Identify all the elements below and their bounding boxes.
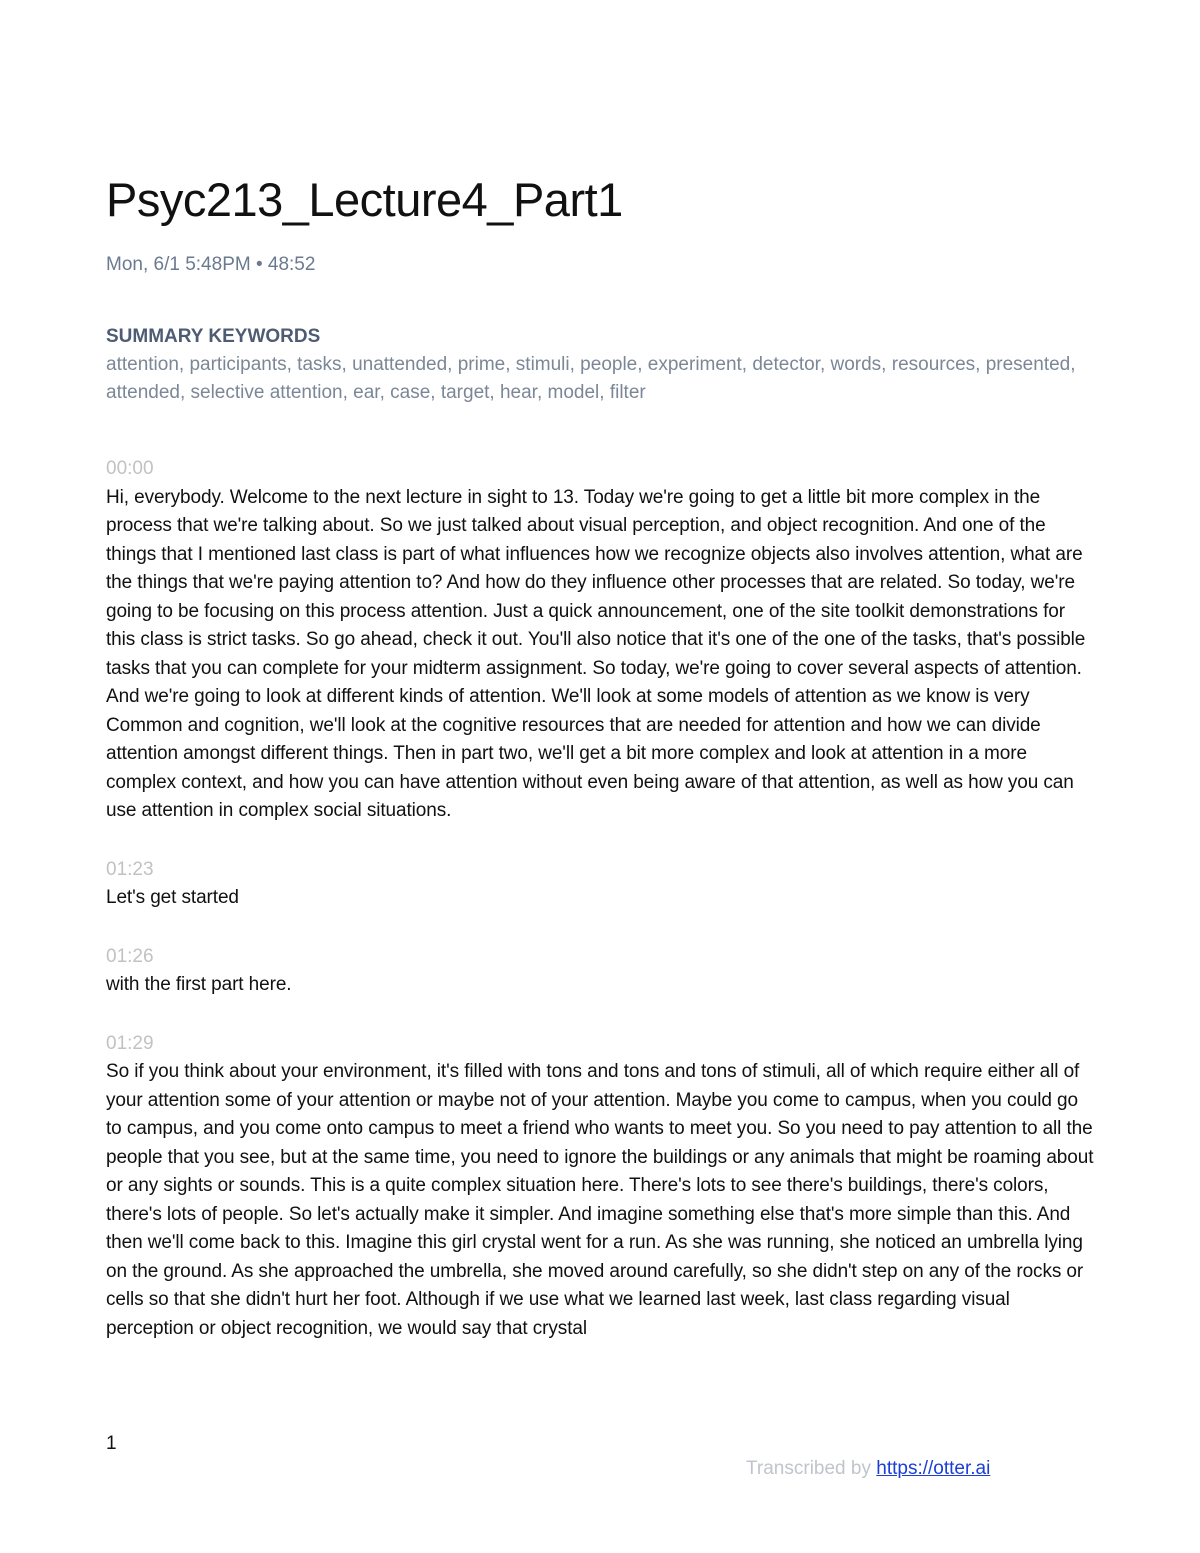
segment-text: So if you think about your environment, it's filled with tons and tons and tons of stimuli, all of which require either all of your attention some of your attention or maybe not of your attention. Maybe you come to campus, when you could go to campus, and you come onto campus to meet a friend who wants to meet you. So you need to pay attention to all the people that you see, but at the same time, you need to ignore the buildings or any animals that might be roaming about or any sights or sounds. This is a quite complex situation here. There's lots to see there's buildings, there's colors, there's lots of people. So let's actually make it simpler. And imagine something else that's more simple than this. And then we'll come back to this. Imagine this girl crystal went for a run. As she was running, she noticed an umbrella lying on the ground. As she approached the umbrella, she moved around carefully, so she didn't step on any of the rocks or cells so that she didn't hurt her foot. Although if we use what we learned last week, last class regarding visual perception or object recognition, we would say that crystal: [106, 1061, 1094, 1339]
document-title: Psyc213_Lecture4_Part1: [106, 173, 623, 226]
segment-timestamp: 01:29: [106, 1032, 154, 1054]
transcript-segment: [106, 1030, 1096, 1344]
summary-heading: SUMMARY KEYWORDS: [106, 326, 321, 347]
transcript: [106, 455, 1096, 1373]
transcription-credit: [746, 1458, 990, 1480]
transcript-segment: [106, 943, 1096, 1000]
segment-timestamp: 00:00: [106, 458, 154, 479]
summary-keywords: attention, participants, tasks, unattended, prime, stimuli, people, experiment, detector, words, resources, presented, attended, selective attention, ear, case, target, hear, model, filter: [106, 354, 1076, 403]
otter-link[interactable]: https://otter.ai: [876, 1458, 991, 1479]
transcript-segment: [106, 455, 1096, 826]
recording-meta: Mon, 6/1 5:48PM • 48:52: [106, 254, 316, 275]
segment-timestamp: 01:23: [106, 858, 154, 880]
page-number: 1: [106, 1433, 117, 1454]
segment-timestamp: 01:26: [106, 945, 154, 967]
segment-text: Let's get started: [106, 887, 239, 908]
summary-section: [106, 323, 1096, 407]
segment-text: Hi, everybody. Welcome to the next lecture in sight to 13. Today we're going to get a little bit more complex in the process that we're talking about. So we just talked about visual perception, and object recognition. And one of the things that I mentioned last class is part of what influences how we recognize objects also involves attention, what are the things that we're paying attention to? And how do they influence other processes that are related. So today, we're going to be focusing on this process attention. Just a quick announcement, one of the site toolkit demonstrations for this class is strict tasks. So go ahead, check it out. You'll also notice that it's one of the one of the tasks, that's possible tasks that you can complete for your midterm assignment. So today, we're going to cover several aspects of attention. And we're going to look at different kinds of attention. We'll look at some models of attention as we know is very Common and cognition, we'll look at the cognitive resources that are needed for attention and how we can divide attention amongst different things. Then in part two, we'll get a bit more complex and look at attention in a more complex context, and how you can have attention without even being aware of that attention, as well as how you can use attention in complex social situations.: [106, 486, 1086, 821]
segment-text: with the first part here.: [106, 974, 292, 995]
transcribed-by-label: Transcribed by: [746, 1458, 871, 1479]
transcript-segment: [106, 856, 1096, 913]
